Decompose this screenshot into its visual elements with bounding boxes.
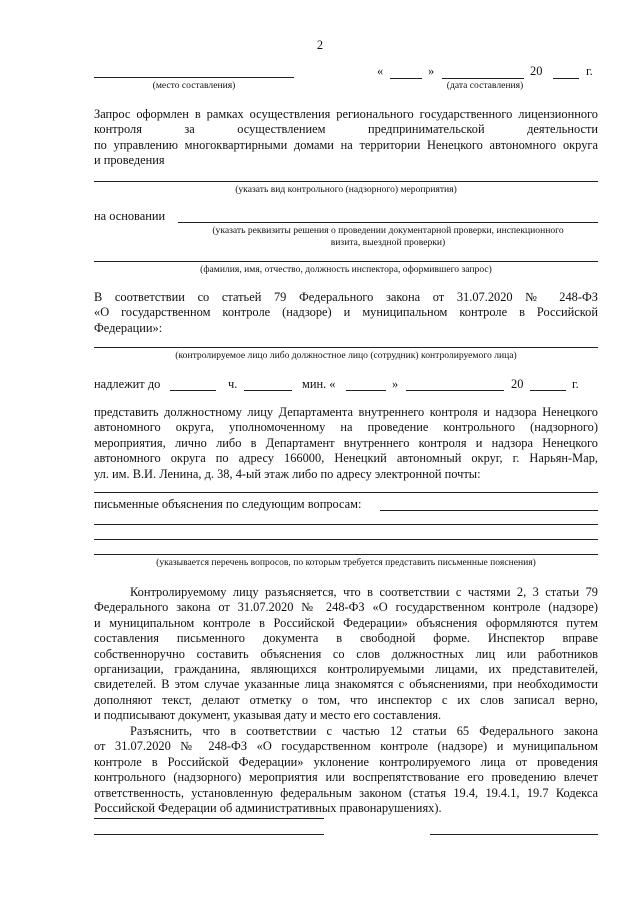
deadline-hours: ч.: [228, 377, 238, 391]
date-day-line: [390, 78, 422, 79]
intro-line: и проведения: [94, 153, 165, 168]
explanation-line: Разъяснить, что в соответствии с частью 12 статьи 65 Федерального закона: [130, 724, 598, 738]
basis-line: [178, 222, 598, 223]
place-caption: (место составления): [152, 80, 236, 91]
date-year-suffix: г.: [586, 64, 593, 78]
deadline-month-line: [406, 390, 504, 391]
submit-line: мероприятия, лично либо в Департамент внутреннего контроля и надзора Ненецкого: [94, 435, 598, 450]
law-line: В соответствии со статьей 79 Федерального закона от 31.07.2020 № 248-ФЗ: [94, 290, 598, 304]
date-close-quote: »: [428, 64, 435, 78]
explanation-line: от 31.07.2020 № 248-ФЗ «О государственном контроле (надзоре) и муниципальном: [94, 739, 598, 754]
explanation-line: контрольного (надзорного) мероприятия или воспрепятствование его проведению влечет: [94, 770, 598, 785]
deadline-close-quote: »: [392, 377, 399, 391]
deadline-day-line: [346, 390, 386, 391]
event-line: [94, 181, 598, 182]
intro-paragraph: [94, 107, 598, 169]
explanation-line: Федерального закона от 31.07.2020 № 248-ФЗ «О государственном контроле (надзоре): [94, 600, 598, 615]
submit-line: ул. им. В.И. Ленина, д. 38, 4-ый этаж либо по адресу электронной почты:: [94, 466, 481, 481]
submit-line: представить должностному лицу Департамента внутреннего контроля и надзора Ненецкого: [94, 405, 598, 419]
person-caption: (контролируемое лицо либо должностное лицо (сотрудник) контролируемого лица): [175, 350, 517, 361]
submit-paragraph: [94, 405, 598, 482]
deadline-hours-line: [170, 390, 216, 391]
deadline-year-line: [530, 390, 566, 391]
explanation-paragraph-2: [94, 724, 598, 816]
submit-line: автономного округа, уполномоченному на проведение контрольного (надзорного): [94, 420, 598, 435]
questions-caption: (указывается перечень вопросов, по которым требуется представить письменные пояснения): [156, 557, 536, 568]
date-caption: (дата составления): [446, 80, 524, 91]
deadline-label: надлежит до: [94, 377, 161, 391]
person-line: [94, 347, 598, 348]
explanation-line: дополняют текст, делают отметку о том, что инспектор с их слов записал верно,: [94, 692, 598, 707]
questions-line-0: [380, 510, 598, 511]
explanation-line: свидетелей. В этом случае указанные лица знакомятся с объяснениями, при необходимости: [94, 677, 598, 692]
basis-label: на основании: [94, 209, 166, 223]
inspector-line: [94, 261, 598, 262]
explanation-line: и муниципальном контроле в Российской Федерации» объяснения оформляются путем: [94, 615, 598, 630]
date-year-prefix: 20: [530, 64, 543, 78]
explanation-line: ответственность, установленную федеральным законом (статья 19.4, 19.4.1, 19.7 Кодекса: [94, 785, 598, 800]
signature-line-1: [94, 818, 324, 819]
deadline-minutes-line: [244, 390, 292, 391]
explanation-paragraph-1: [94, 585, 598, 724]
date-year-line: [553, 78, 579, 79]
explanation-line: и подписывают документ, указывая дату и место его составления.: [94, 708, 442, 723]
submit-line: автономного округа по адресу 166000, Ненецкий автономный округ, г. Нарьян-Мар,: [94, 451, 598, 466]
intro-line: контроля за осуществлением предпринимательской деятельности: [94, 122, 598, 137]
date-month-line: [442, 78, 524, 79]
deadline-year-prefix: 20: [511, 377, 524, 391]
event-caption: (указать вид контрольного (надзорного) мероприятия): [235, 184, 457, 195]
signature-line-3: [430, 834, 598, 835]
explanation-line: составления письменного документа в свободной форме. Инспектор вправе: [94, 631, 598, 646]
inspector-caption: (фамилия, имя, отчество, должность инспектора, оформившего запрос): [200, 264, 492, 275]
questions-line-1: [94, 524, 598, 525]
law-paragraph: [94, 290, 598, 336]
signature-line-2: [94, 834, 324, 835]
place-line: [94, 77, 294, 78]
deadline-minutes: мин. «: [302, 377, 336, 391]
questions-line-2: [94, 539, 598, 540]
explanation-line: контроле в Российской Федерации» уклонение контролируемого лица от проведения: [94, 754, 598, 769]
basis-caption-1: (указать реквизиты решения о проведении документарной проверки, инспекционного: [212, 225, 564, 236]
law-line: «О государственном контроле (надзоре) и муниципальном контроле в Российской: [94, 305, 598, 320]
basis-caption-2: визита, выездной проверки): [330, 237, 446, 248]
explanation-line: Контролируемому лицу разъясняется, что в соответствии с частями 2, 3 статьи 79: [130, 585, 598, 599]
explanation-line: Российской Федерации об административных правонарушениях).: [94, 801, 442, 816]
explanation-line: организации, гражданина, являющихся контролируемыми лицами, их представителей,: [94, 662, 598, 677]
page-number: 2: [316, 38, 324, 52]
email-line: [94, 492, 598, 493]
explanation-line: собственноручно составить объяснения со слов должностных лиц или работников: [94, 646, 598, 661]
law-line: Федерации»:: [94, 320, 163, 335]
intro-line: Запрос оформлен в рамках осуществления регионального государственного лицензионного: [94, 107, 598, 121]
deadline-year-suffix: г.: [572, 377, 579, 391]
questions-label: письменные объяснения по следующим вопросам:: [94, 497, 362, 511]
intro-line: по управлению многоквартирными домами на территории Ненецкого автономного округа: [94, 137, 598, 152]
date-open-quote: «: [377, 64, 384, 78]
questions-line-3: [94, 554, 598, 555]
